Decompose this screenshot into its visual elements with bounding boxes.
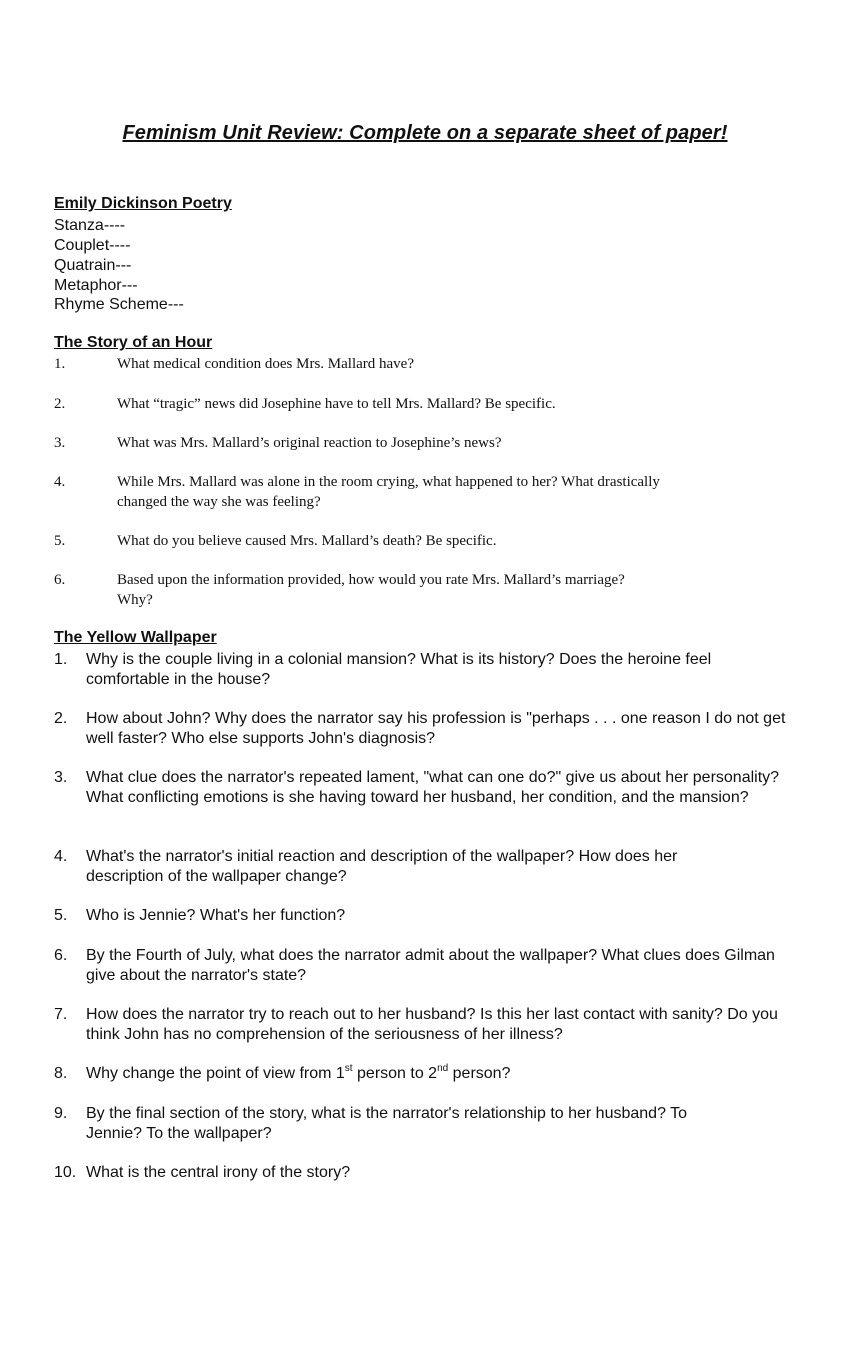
section-heading-story-hour: The Story of an Hour — [54, 334, 213, 351]
question-text — [86, 1064, 801, 1084]
question-number: 8. — [54, 1065, 68, 1082]
question-number: 10. — [54, 1164, 77, 1181]
question-number: 3. — [54, 435, 66, 451]
term-rhyme-scheme: Rhyme Scheme--- — [54, 296, 184, 313]
term-metaphor: Metaphor--- — [54, 277, 138, 294]
question-text: How does the narrator try to reach out to her husband? Is this her last contact with sanity? Do you think John has no comprehension of the seriousness of her illness? — [86, 1006, 778, 1043]
question-text: What clue does the narrator's repeated lament, "what can one do?" give us about her personality? What conflicting emotions is she having toward her husband, her condition, and the mansion? — [86, 769, 780, 806]
question-text: Based upon the information provided, how would you rate Mrs. Mallard’s marriage? Why? — [117, 572, 625, 608]
question-number: 6. — [54, 572, 66, 588]
question-text: What do you believe caused Mrs. Mallard’s death? Be specific. — [117, 533, 497, 549]
section-heading-yellow-wallpaper: The Yellow Wallpaper — [54, 629, 217, 646]
question-number: 4. — [54, 848, 68, 865]
question-text: Who is Jennie? What's her function? — [86, 907, 346, 924]
question-number: 2. — [54, 396, 66, 412]
ordinal-superscript: nd — [437, 1063, 449, 1074]
question-text: What's the narrator's initial reaction and description of the wallpaper? How does her description of the wallpaper change? — [86, 848, 678, 885]
question-text-part: person? — [448, 1065, 511, 1082]
question-number: 6. — [54, 947, 68, 964]
term-quatrain: Quatrain--- — [54, 257, 132, 274]
question-text: What was Mrs. Mallard’s original reaction to Josephine’s news? — [117, 435, 502, 451]
term-couplet: Couplet---- — [54, 237, 131, 254]
question-number: 3. — [54, 769, 68, 786]
question-text-part: Why change the point of view from 1 — [86, 1065, 345, 1082]
question-number: 5. — [54, 907, 68, 924]
question-text: While Mrs. Mallard was alone in the room crying, what happened to her? What drastically changed the way she was feeling? — [117, 474, 660, 510]
question-text: By the final section of the story, what is the narrator's relationship to her husband? To Jennie? To the wallpaper? — [86, 1105, 688, 1142]
question-text: By the Fourth of July, what does the narrator admit about the wallpaper? What clues does Gilman give about the narrator's state? — [86, 947, 775, 984]
ordinal-superscript: st — [344, 1063, 353, 1074]
question-number: 4. — [54, 474, 66, 490]
question-number: 2. — [54, 710, 68, 727]
question-text-part: person to 2 — [352, 1065, 438, 1082]
question-number: 5. — [54, 533, 66, 549]
question-number: 7. — [54, 1006, 68, 1023]
question-text: What “tragic” news did Josephine have to tell Mrs. Mallard? Be specific. — [117, 396, 556, 412]
question-text: What is the central irony of the story? — [86, 1164, 351, 1181]
question-text: How about John? Why does the narrator say his profession is "perhaps . . . one reason I do not get well faster? Who else supports John's diagnosis? — [86, 710, 786, 747]
section-heading-dickinson: Emily Dickinson Poetry — [54, 195, 232, 212]
question-text: Why is the couple living in a colonial mansion? What is its history? Does the heroine feel comfortable in the house? — [86, 651, 712, 688]
question-number: 1. — [54, 651, 68, 668]
page-title: Feminism Unit Review: Complete on a separate sheet of paper! — [122, 122, 728, 144]
question-text: What medical condition does Mrs. Mallard have? — [117, 356, 414, 372]
question-number: 9. — [54, 1105, 68, 1122]
term-stanza: Stanza---- — [54, 217, 126, 234]
question-number: 1. — [54, 356, 66, 372]
